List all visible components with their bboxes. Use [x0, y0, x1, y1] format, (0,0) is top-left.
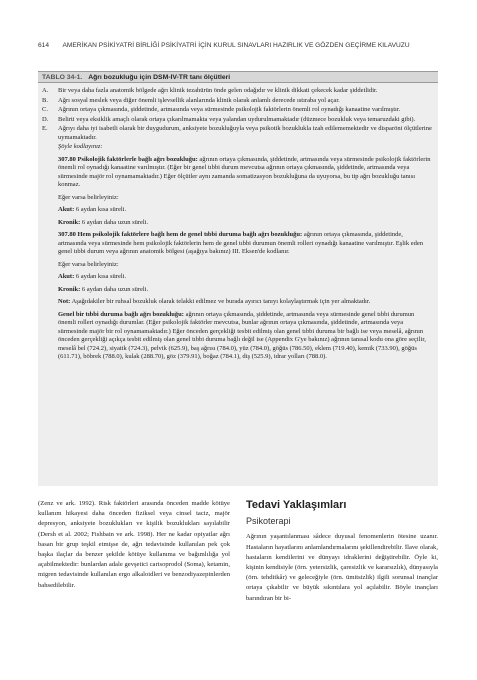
criterion-d — [42, 116, 434, 125]
general-medical-condition — [38, 311, 438, 362]
criterion-text: Bir veya daha fazla anatomik bölgede ağrı klinik tezahürün önde gelen odağıdır ve klinik dikkati çekecek kadar şiddetlidir. — [58, 87, 378, 94]
page-number: 614 — [38, 42, 50, 49]
acute-specifier — [38, 273, 438, 282]
specify-label: Eğer varsa belirleyiniz: — [58, 260, 119, 268]
note-text: Aşağıdakiler bir ruhsal bozukluk olarak telakki edilmez ve burada ayırıcı tanıyı kolaylaştırmak için yer almaktadır. — [71, 298, 371, 305]
criterion-text: Ağrı sosyal meslek veya diğer önemli işlevsellik alanlarında klinik olarak anlamlı derecede ıstıraba yol açar. — [58, 96, 340, 104]
general-text: ağrının ortaya çıkmasında, şiddetinde, artmasında veya sürmesinde genel tıbbi durumun önemli rolleri oynadığı durumlar. (Eğer psikolojik faktörler mevcutsa, bunlar ağrının ortaya çıkmasında, şiddetinde, artmasında veya sürmesinde majör bir rol oynamamaktadır.) Eğer önceden gerçekliği tesbit edilmiş olan genel tıbbi duruma bir bağlı ise veya meselâ, ağrının önceden gerçekliği açıkça tesbit edilmiş olan genel tıbbi duruma bağlı değil ise (Appendix G'ye bakınız) ağrının tanısal kodu ona göre seçilir, meselâ bel (724.2), siyatik (724.3), pelvik (625.9), baş ağrısı (784.0), yüz (784.0), göğüs (786.50), eklem (719.40), kemik (733.90), göğüs (611.71), böbrek (788.0), kulak (288.70), göz (379.91), boğaz (784.1), diş (525.9), idrar yolları (788.0). — [58, 310, 426, 360]
criterion-a — [42, 87, 434, 96]
note — [38, 298, 438, 307]
criteria-table — [38, 71, 438, 486]
acute-specifier — [38, 206, 438, 215]
acute-text: 6 aydan kısa süreli. — [75, 206, 127, 213]
page-header — [38, 42, 438, 49]
code-title: 307.80 Psikolojik faktörlerle bağlı ağrı bozukluğu: — [58, 155, 198, 163]
left-column-text: (Zenz ve ark. 1992). Risk faktörleri arasında önceden madde kötüye kullanım hikayesi daha önceden fiziksel veya cinsel taciz, majör depresyon, anksiyete bozuklukları ve kişilik bozuklukları sayılabilir (Dersh et al. 2002; Fishbain ve ark. 1998). Her ne kadar opiyatlar ağrı basan bir grup teşkil etmişse de, ağrı tedavisinde kullanılan pek çok başka ilaçlar da benzer şekilde kötüye kullanıma ve bağımlılığa yol açabilmektedir: bunlardan adale gevşetici carisoprodol (Soma), ketamin, migren tedavisinde kullanılan ergo alkaloidleri ve benzodiyazepinlerden bahsedilebilir. — [38, 500, 230, 589]
criterion-letter: B. — [42, 96, 48, 104]
general-title: Genel bir tıbbi duruma bağlı ağrı bozukluğu: — [58, 310, 184, 318]
chronic-text: 6 aydan daha uzun süreli. — [81, 218, 149, 226]
code-title: 307.80 Hem psikolojik faktörlere bağlı hem de genel tıbbi duruma bağlı ağrı bozukluğu: — [58, 231, 303, 238]
left-column — [38, 499, 230, 591]
criterion-c — [42, 106, 434, 115]
right-column — [246, 499, 438, 604]
criterion-letter: C. — [42, 106, 48, 113]
code-heading: Şöyle kodlayınız: — [58, 143, 103, 150]
chronic-label: Kronik: — [58, 218, 81, 226]
table-label: TABLO 34-1. — [42, 74, 83, 81]
acute-label: Akut: — [58, 273, 75, 280]
subsection-title: Psikoterapi — [246, 516, 291, 527]
table-title-bar — [38, 71, 438, 83]
specify-label: Eğer varsa belirleyiniz: — [58, 193, 119, 201]
criterion-text: Ağrının ortaya çıkmasında, şiddetinde, artmasında veya sürmesinde psikolojik faktörlerin önemli rol oynadığı kanaatine varılmıştır. — [58, 106, 401, 113]
acute-label: Akut: — [58, 206, 75, 213]
acute-text: 6 aydan kısa süreli. — [75, 273, 127, 280]
criterion-letter: A. — [42, 87, 49, 94]
code-text: ağrının ortaya çıkmasında, şiddetinde, artmasında veya sürmesinde psikolojik faktörlerin önemli rol oynadığı kanaatine varılmıştır. (Eğer bir genel tıbbi durum mevcutsa ağrının ortaya çıkmasında, şiddetinde, artmasında veya sürmesinde majör rol oynamamaktadır.) Eğer ölçütler aynı zamanda somatizasyon bozukluğuna da uyuyorsa, bu tip ağrı bozukluğu tanısı konmaz. — [58, 155, 431, 188]
criterion-e — [42, 125, 434, 142]
criteria-list — [38, 83, 438, 142]
chronic-specifier — [38, 219, 438, 228]
criterion-letter: E. — [42, 125, 48, 132]
right-column-text: Ağrının yaşantılanması sâdece duyusal fenomenlerin ötesine uzanır. Hastaların hayatlarını anlamlandırmalarını şekillendirebilir. İlave olarak, hastaların kendilerini ve dünyayı idraklerini değiştirebilir. Öyle ki, kişinin kendisiyle (örn. yetersizlik, çaresizlik ve kararsızlık), dünyasıyla (örn. tehditkâr) ve geleceğiyle (örn. ümitsizlik) ilgili sorunsal inançlar ortaya çıkabilir ve büyük sıkıntılara yol açılabilir. Böyle inançları barındıran bir bi- — [246, 533, 438, 602]
criterion-letter: D. — [42, 115, 49, 123]
chronic-label: Kronik: — [58, 285, 81, 293]
running-title: AMERİKAN PSİKİYATRİ BİRLİĞİ PSİKİYATRİ İÇİN KURUL SINAVLARI HAZIRLIK VE GÖZDEN GEÇİRME KILAVUZU — [62, 42, 410, 49]
code-307-80-combined — [38, 231, 438, 257]
note-label: Not: — [58, 298, 71, 305]
table-title: Ağrı bozukluğu için DSM-IV-TR tanı ölçütleri — [88, 74, 231, 81]
code-307-80-psychological — [38, 156, 438, 190]
code-text: ağrının ortaya çıkmasında, şiddetinde, artmasında veya sürmesinde hem psikolojik faktörlerin hem de genel tıbbi durumun önemli rolleri oynadığı kanaatine varılmıştır. Eşlik eden genel tıbbi durum veya ağrının anatomik bölgesi (aşağıya bakınız) III. Eksen'de kodlanır. — [58, 231, 423, 255]
section-title: Tedavi Yaklaşımları — [246, 499, 347, 511]
criterion-text: Ağrıyı daha iyi isabetli olarak bir duygudurum, anksiyete bozukluğuyla veya psikotik bozuklukla izah edilememektedir ve disparöni ölçütlerine uymamaktadır. — [58, 125, 432, 141]
chronic-text: 6 aydan daha uzun süreli. — [81, 285, 149, 293]
criterion-text: Belirti veya eksiklik amaçlı olarak ortaya çıkarılmamakta veya yalandan uydurulmamaktadır (düzmece bozukluk veya temaruzdaki gibi). — [58, 115, 416, 123]
criterion-b — [42, 97, 434, 106]
chronic-specifier — [38, 286, 438, 295]
